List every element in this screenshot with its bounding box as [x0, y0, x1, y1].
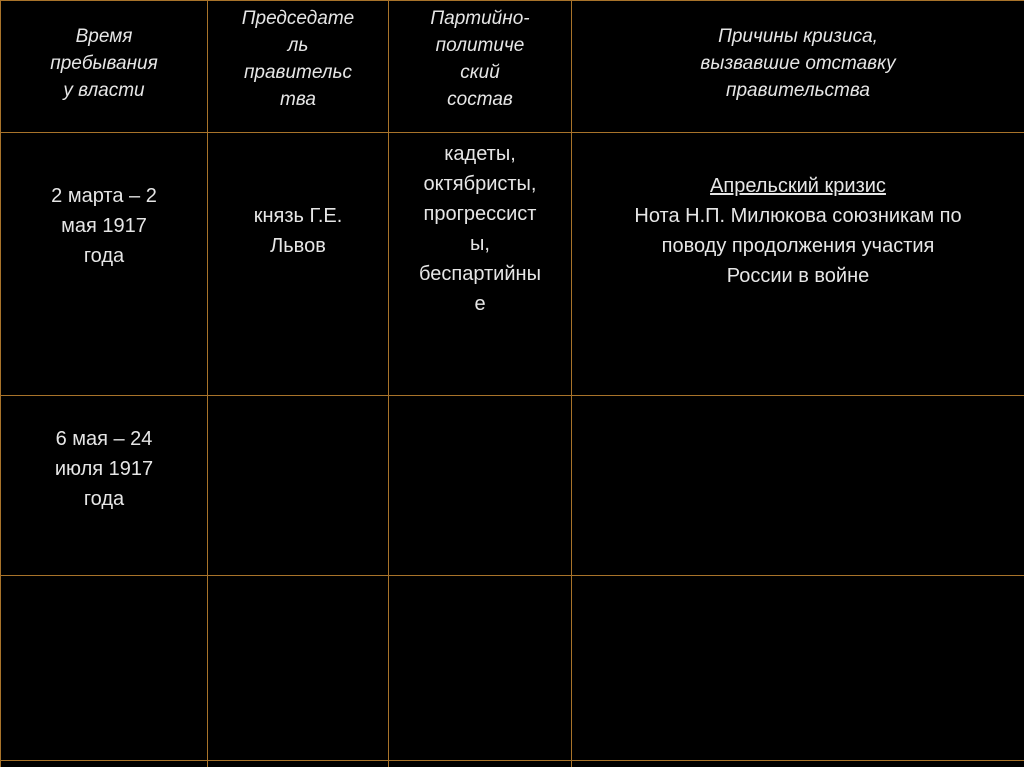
header-time-label: Время пребывания у власти [50, 26, 158, 101]
header-cell-chairman [208, 1, 389, 133]
row2-time-cell [1, 396, 208, 576]
row2-party-cell [389, 396, 572, 576]
row4-chairman-cell [208, 761, 389, 767]
header-cell-time [1, 1, 208, 133]
row1-reasons-cell [572, 133, 1024, 396]
header-party-label: Партийно- политиче ский состав [430, 8, 530, 110]
row1-time: 2 марта – 2 мая 1917 года [51, 185, 157, 267]
row1-party: кадеты, октябристы, прогрессист ы, беспартийны е [419, 143, 541, 315]
header-cell-party [389, 1, 572, 133]
row3-time-cell [1, 576, 208, 761]
row4-party-cell [389, 761, 572, 767]
row1-time-cell [1, 133, 208, 396]
row3-reasons-cell [572, 576, 1024, 761]
table-header-row [1, 1, 1024, 133]
row4-reasons-cell [572, 761, 1024, 767]
row1-chairman: князь Г.Е. Львов [253, 205, 343, 257]
table-row [1, 133, 1024, 396]
header-cell-reasons [572, 1, 1024, 133]
row3-party-cell [389, 576, 572, 761]
row4-time-cell [1, 761, 208, 767]
row2-chairman-cell [208, 396, 389, 576]
row1-party-cell [389, 133, 572, 396]
table-row [1, 396, 1024, 576]
row3-chairman-cell [208, 576, 389, 761]
row1-reason-text: Нота Н.П. Милюкова союзникам по поводу продолжения участия России в войне [634, 205, 962, 287]
table-row [1, 761, 1024, 767]
row2-time: 6 мая – 24 июля 1917 года [54, 428, 154, 510]
row1-chairman-cell [208, 133, 389, 396]
row1-reason-title: Апрельский кризис [710, 175, 886, 197]
table-row [1, 576, 1024, 761]
header-chairman-label: Председате ль правительс тва [241, 8, 355, 110]
header-reasons-label: Причины кризиса, вызвавшие отставку правительства [700, 26, 896, 101]
row2-reasons-cell [572, 396, 1024, 576]
